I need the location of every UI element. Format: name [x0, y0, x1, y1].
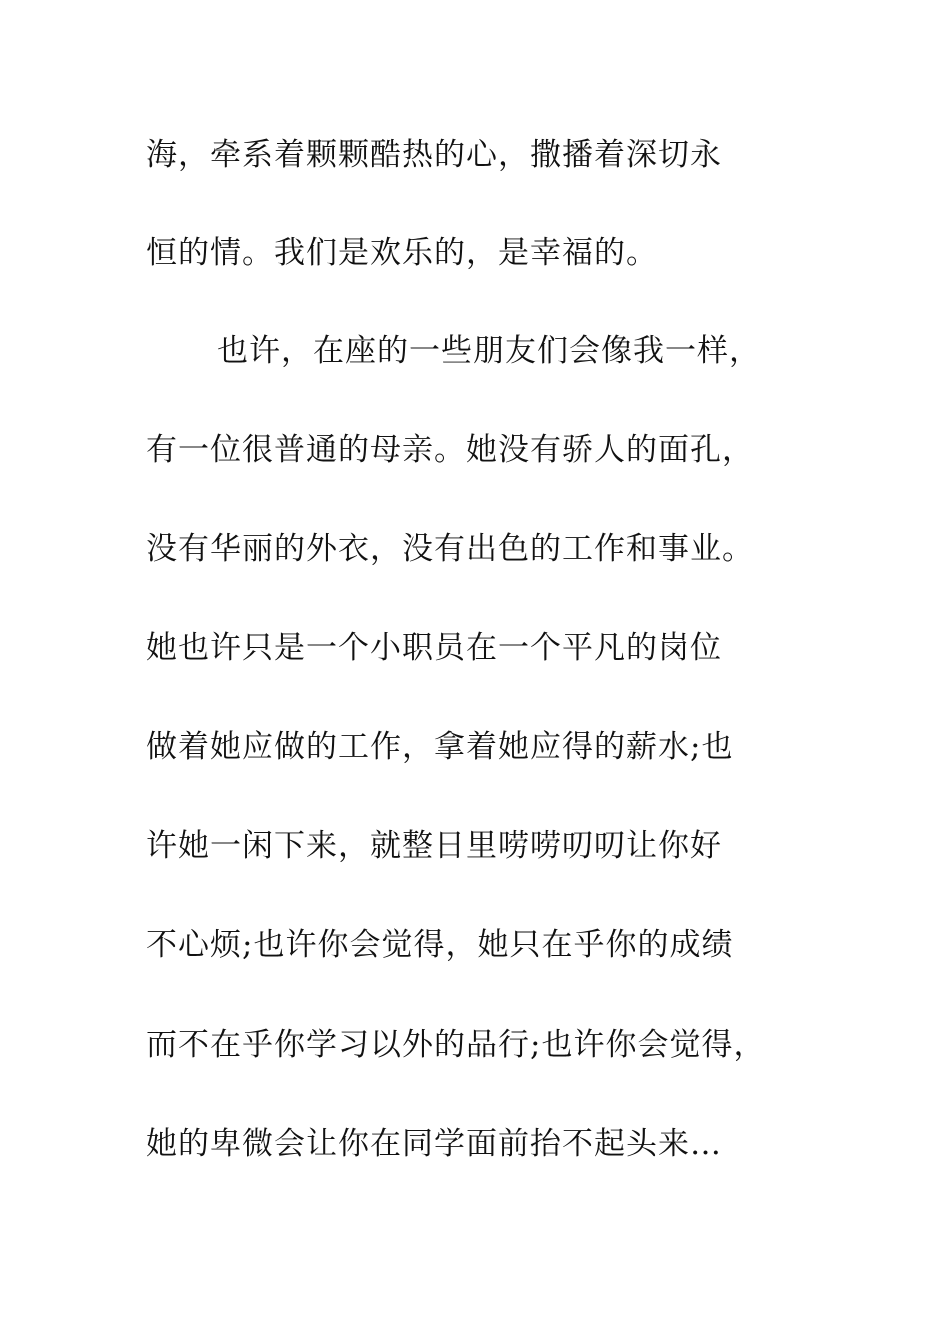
text-line: 没有华丽的外衣，没有出色的工作和事业。 — [146, 531, 754, 567]
text-line: 有一位很普通的母亲。她没有骄人的面孔， — [146, 432, 754, 468]
text-line: 许她一闲下来，就整日里唠唠叨叨让你好 — [146, 828, 722, 864]
text-line: 她的卑微会让你在同学面前抬不起头来… — [146, 1126, 722, 1162]
text-line: 做着她应做的工作，拿着她应得的薪水;也 — [146, 729, 734, 765]
text-line: 而不在乎你学习以外的品行;也许你会觉得， — [146, 1027, 766, 1063]
text-line: 海，牵系着颗颗酷热的心，撒播着深切永 — [146, 137, 722, 173]
text-line: 不心烦;也许你会觉得，她只在乎你的成绩 — [146, 927, 734, 963]
text-line: 她也许只是一个小职员在一个平凡的岗位 — [146, 630, 722, 666]
text-line-paragraph-start: 也许，在座的一些朋友们会像我一样， — [217, 333, 761, 369]
text-line: 恒的情。我们是欢乐的，是幸福的。 — [146, 235, 658, 271]
